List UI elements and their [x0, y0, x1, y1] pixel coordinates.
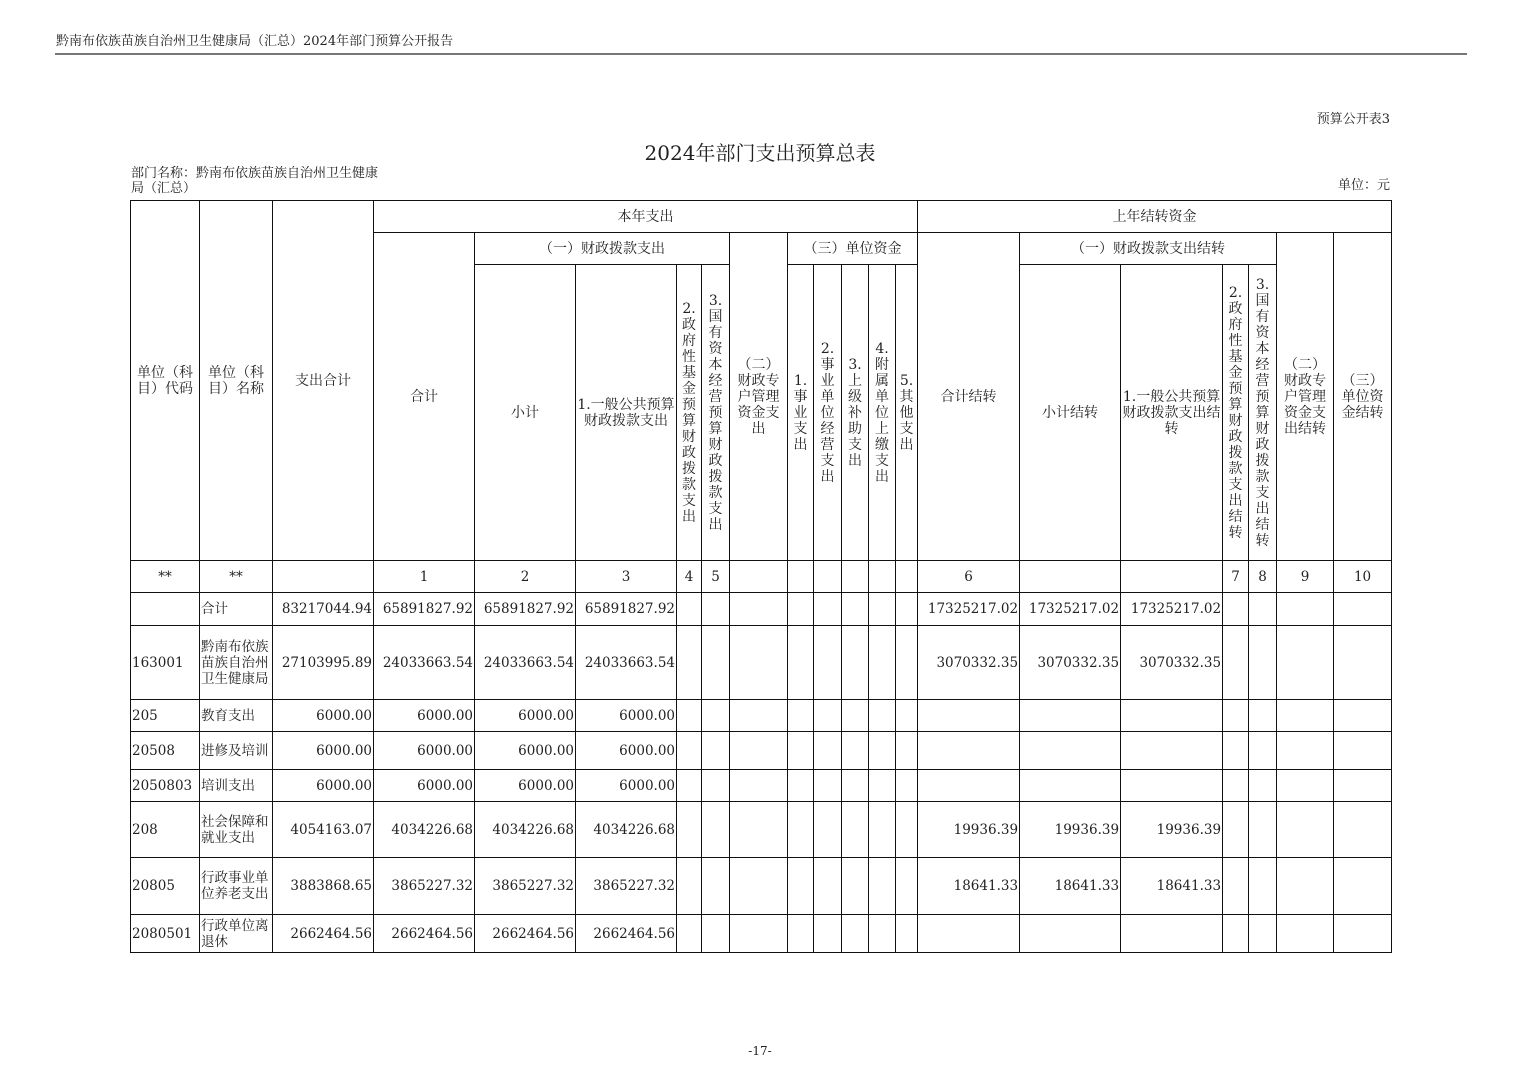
cell-total: 6000.00: [273, 770, 374, 802]
index-cell: [1020, 561, 1121, 593]
cell-co-total: 19936.39: [918, 802, 1020, 858]
cell-name: 进修及培训: [200, 732, 273, 770]
index-cell: 10: [1334, 561, 1392, 593]
cell-co-total: [918, 700, 1020, 732]
cell-total: 3883868.65: [273, 858, 374, 915]
cell-total: 2662464.56: [273, 915, 374, 953]
cell-co-total: [918, 732, 1020, 770]
table-row: [131, 593, 1392, 626]
cell-cy-general: 6000.00: [576, 732, 677, 770]
index-cell: 5: [702, 561, 730, 593]
index-cell: 7: [1223, 561, 1249, 593]
index-cell: [896, 561, 918, 593]
cell-cy-general: 24033663.54: [576, 626, 677, 700]
running-header: 黔南布依族苗族自治州卫生健康局（汇总）2024年部门预算公开报告: [56, 34, 454, 49]
cell-cy-total: 3865227.32: [374, 858, 475, 915]
header-co-gov-fund: 2.政府性基金预算财政拨款支出结转: [1223, 265, 1249, 561]
cell-cy-subtotal: 2662464.56: [475, 915, 576, 953]
index-cell: 3: [576, 561, 677, 593]
cell-co-subtotal: [1020, 700, 1121, 732]
cell-cy-total: 2662464.56: [374, 915, 475, 953]
header-co-total: 合计结转: [918, 233, 1020, 561]
cell-cy-total: 6000.00: [374, 770, 475, 802]
cell-co-subtotal: 18641.33: [1020, 858, 1121, 915]
header-cy-unit-funds: （三）单位资金: [788, 233, 918, 265]
cell-co-subtotal: 19936.39: [1020, 802, 1121, 858]
table-row: [131, 732, 1392, 770]
cell-cy-subtotal: 65891827.92: [475, 593, 576, 626]
cell-co-general: [1121, 700, 1223, 732]
cell-co-total: 3070332.35: [918, 626, 1020, 700]
header-cy-operation: 2.事业单位经营支出: [814, 265, 842, 561]
cell-co-general: 18641.33: [1121, 858, 1223, 915]
cell-cy-total: 65891827.92: [374, 593, 475, 626]
cell-name: 行政事业单位养老支出: [200, 858, 273, 915]
cell-co-general: [1121, 915, 1223, 953]
department-name: 部门名称：黔南布依族苗族自治州卫生健康局（汇总）: [131, 166, 379, 196]
cell-cy-general: 65891827.92: [576, 593, 677, 626]
cell-co-subtotal: [1020, 770, 1121, 802]
page-number: -17-: [748, 1044, 772, 1058]
cell-cy-subtotal: 3865227.32: [475, 858, 576, 915]
header-cy-business: 1.事业支出: [788, 265, 814, 561]
cell-code: 205: [131, 700, 200, 732]
index-cell: [788, 561, 814, 593]
header-co-unit: （三）单位资金结转: [1334, 233, 1392, 561]
cell-total: 4054163.07: [273, 802, 374, 858]
header-unit-code: 单位（科目）代码: [131, 201, 200, 561]
page-title: 2024年部门支出预算总表: [644, 141, 876, 165]
header-cy-remit: 4.附属单位上缴支出: [869, 265, 896, 561]
header-co-fiscal: （一）财政拨款支出结转: [1020, 233, 1277, 265]
cell-cy-subtotal: 24033663.54: [475, 626, 576, 700]
index-cell: [869, 561, 896, 593]
index-row: [131, 561, 1392, 593]
table-row: [131, 700, 1392, 732]
header-cy-other: 5.其他支出: [896, 265, 918, 561]
cell-cy-total: 4034226.68: [374, 802, 475, 858]
index-cell: [730, 561, 788, 593]
index-cell: 9: [1277, 561, 1334, 593]
cell-cy-general: 6000.00: [576, 770, 677, 802]
header-cy-general: 1.一般公共预算财政拨款支出: [576, 265, 677, 561]
header-cy-fiscal: （一）财政拨款支出: [475, 233, 730, 265]
table-row: [131, 626, 1392, 700]
cell-co-general: 17325217.02: [1121, 593, 1223, 626]
cell-cy-subtotal: 6000.00: [475, 700, 576, 732]
cell-cy-subtotal: 6000.00: [475, 732, 576, 770]
cell-code: [131, 593, 200, 626]
header-cy-subtotal: 小计: [475, 265, 576, 561]
header-cy-special: （二）财政专户管理资金支出: [730, 233, 788, 561]
table-row: [131, 802, 1392, 858]
unit-label: 单位：元: [1337, 178, 1390, 193]
cell-total: 27103995.89: [273, 626, 374, 700]
header-cy-gov-fund: 2.政府性基金预算财政拨款支出: [677, 265, 702, 561]
index-cell: **: [200, 561, 273, 593]
table-row: [131, 915, 1392, 953]
header-cy-total: 合计: [374, 233, 475, 561]
cell-co-subtotal: 3070332.35: [1020, 626, 1121, 700]
cell-cy-subtotal: 6000.00: [475, 770, 576, 802]
header-co-subtotal: 小计结转: [1020, 265, 1121, 561]
cell-name: 黔南布依族苗族自治州卫生健康局: [200, 626, 273, 700]
cell-co-subtotal: [1020, 915, 1121, 953]
index-cell: 6: [918, 561, 1020, 593]
cell-cy-general: 4034226.68: [576, 802, 677, 858]
cell-code: 20508: [131, 732, 200, 770]
index-cell: 4: [677, 561, 702, 593]
table-row: [131, 770, 1392, 802]
cell-co-total: [918, 770, 1020, 802]
header-unit-name: 单位（科目）名称: [200, 201, 273, 561]
index-cell: [1121, 561, 1223, 593]
header-carryover: 上年结转资金: [918, 201, 1392, 233]
cell-co-total: 17325217.02: [918, 593, 1020, 626]
index-cell: **: [131, 561, 200, 593]
header-rule: [55, 53, 1467, 55]
cell-cy-general: 3865227.32: [576, 858, 677, 915]
budget-table: [130, 200, 1392, 953]
cell-cy-general: 2662464.56: [576, 915, 677, 953]
header-co-state-capital: 3.国有资本经营预算财政拨款支出结转: [1249, 265, 1277, 561]
index-cell: 1: [374, 561, 475, 593]
index-cell: [814, 561, 842, 593]
cell-code: 2050803: [131, 770, 200, 802]
cell-total: 6000.00: [273, 732, 374, 770]
cell-total: 6000.00: [273, 700, 374, 732]
index-cell: 8: [1249, 561, 1277, 593]
cell-co-general: 19936.39: [1121, 802, 1223, 858]
cell-total: 83217044.94: [273, 593, 374, 626]
index-cell: 2: [475, 561, 576, 593]
header-cy-subsidy: 3.上级补助支出: [842, 265, 869, 561]
cell-co-general: 3070332.35: [1121, 626, 1223, 700]
cell-name: 行政单位离退休: [200, 915, 273, 953]
cell-code: 163001: [131, 626, 200, 700]
header-co-special: （二）财政专户管理资金支出结转: [1277, 233, 1334, 561]
cell-name: 合计: [200, 593, 273, 626]
cell-co-subtotal: [1020, 732, 1121, 770]
cell-code: 2080501: [131, 915, 200, 953]
cell-code: 208: [131, 802, 200, 858]
cell-co-total: 18641.33: [918, 858, 1020, 915]
cell-code: 20805: [131, 858, 200, 915]
cell-co-general: [1121, 770, 1223, 802]
cell-name: 培训支出: [200, 770, 273, 802]
cell-cy-total: 6000.00: [374, 700, 475, 732]
cell-name: 社会保障和就业支出: [200, 802, 273, 858]
index-cell: [273, 561, 374, 593]
index-cell: [842, 561, 869, 593]
header-current-year: 本年支出: [374, 201, 918, 233]
table-row: [131, 858, 1392, 915]
header-co-general: 1.一般公共预算财政拨款支出结转: [1121, 265, 1223, 561]
cell-co-subtotal: 17325217.02: [1020, 593, 1121, 626]
header-cy-state-capital: 3.国有资本经营预算财政拨款支出: [702, 265, 730, 561]
cell-cy-subtotal: 4034226.68: [475, 802, 576, 858]
cell-co-total: [918, 915, 1020, 953]
cell-cy-total: 24033663.54: [374, 626, 475, 700]
cell-co-general: [1121, 732, 1223, 770]
cell-cy-general: 6000.00: [576, 700, 677, 732]
cell-cy-total: 6000.00: [374, 732, 475, 770]
cell-name: 教育支出: [200, 700, 273, 732]
header-total: 支出合计: [273, 201, 374, 561]
table-number: 预算公开表3: [1316, 112, 1390, 127]
